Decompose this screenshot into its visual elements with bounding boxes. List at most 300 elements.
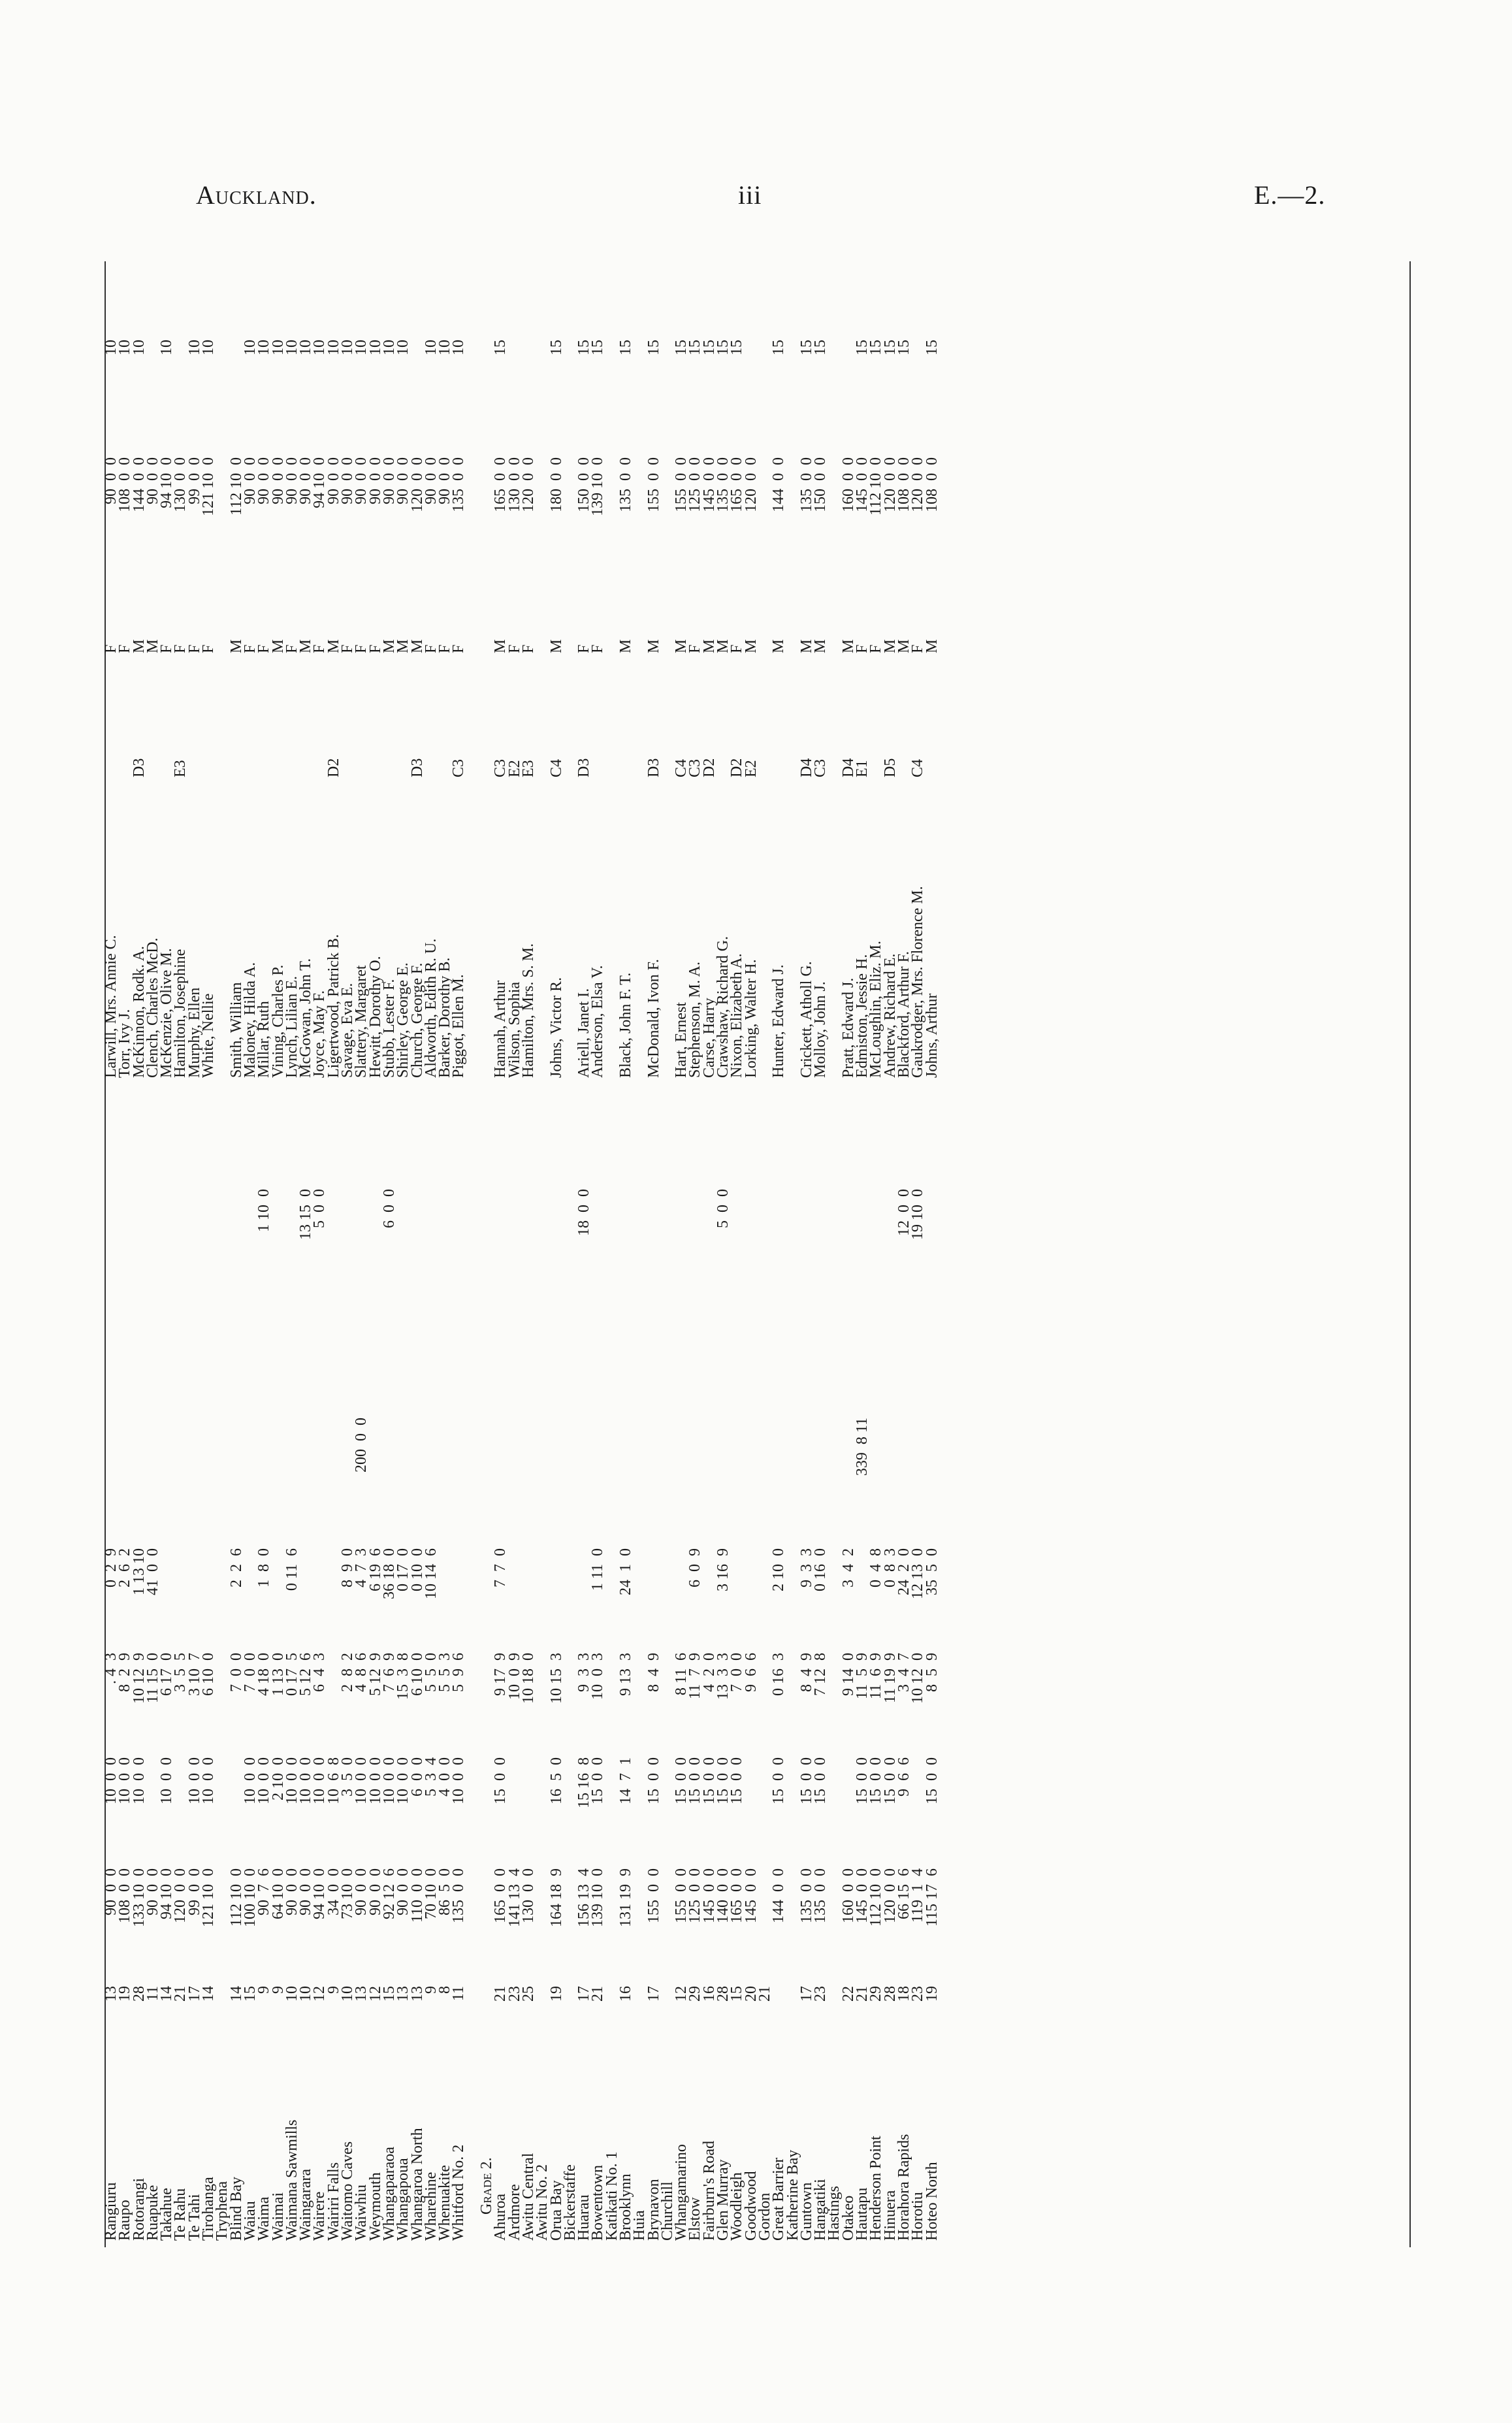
cell-school: Te Tahi bbox=[185, 2194, 203, 2241]
cell-sex: M bbox=[770, 639, 788, 653]
cell-c4 bbox=[508, 1548, 522, 1640]
cell-sex: M bbox=[325, 639, 342, 653]
cell-school: Wairiri Falls bbox=[325, 2162, 342, 2241]
cell-c1: 94 10 0 bbox=[158, 1868, 176, 1919]
cell-c4: 3 16 9 bbox=[715, 1548, 732, 1591]
cell-school: Tryphena bbox=[214, 2181, 231, 2241]
cell-c6 bbox=[842, 1189, 856, 1287]
cell-school: Waingarara bbox=[297, 2169, 315, 2241]
col-c4 bbox=[105, 1548, 939, 1640]
cell-c2: 15 0 0 bbox=[700, 1757, 718, 1804]
cell-cls bbox=[591, 738, 605, 777]
cell-school: Whenuakite bbox=[436, 2165, 454, 2241]
cell-c4 bbox=[174, 1548, 187, 1640]
cell-ex: 15 bbox=[575, 340, 593, 355]
cell-cls: C3 bbox=[812, 758, 829, 777]
cell-sex: F bbox=[255, 644, 273, 653]
cell-att: 21 bbox=[492, 1986, 509, 2002]
cell-sal: 150 0 0 bbox=[575, 457, 593, 512]
cell-c4 bbox=[299, 1548, 313, 1640]
cell-c1: 141 13 4 bbox=[506, 1868, 523, 1927]
cell-c5 bbox=[577, 1418, 591, 1522]
cell-att: 19 bbox=[116, 1986, 134, 2002]
cell-c6 bbox=[814, 1189, 828, 1287]
cell-teacher: McLoughlin, Eliz. M. bbox=[867, 941, 885, 1078]
cell-c5 bbox=[925, 1418, 939, 1522]
cell-c5 bbox=[550, 1418, 564, 1522]
cell-ex: 10 bbox=[241, 340, 259, 355]
cell-c2: 10 0 0 bbox=[255, 1757, 273, 1804]
cell-ex: 15 bbox=[547, 340, 565, 355]
cell-c2: 10 0 0 bbox=[394, 1757, 412, 1804]
cell-teacher: Slattery, Margaret bbox=[353, 965, 370, 1078]
cell-cls: E3 bbox=[519, 760, 537, 777]
cell-c4 bbox=[452, 1548, 466, 1640]
cell-cls: E2 bbox=[506, 760, 523, 777]
cell-teacher: Church, George F. bbox=[408, 962, 426, 1078]
cell-c2: 15 0 0 bbox=[673, 1757, 690, 1804]
cell-c5 bbox=[230, 1418, 244, 1522]
cell-c6 bbox=[118, 1189, 132, 1287]
group-gap bbox=[466, 340, 480, 379]
cell-school: Guntown bbox=[797, 2182, 815, 2241]
cell-c1: 121 10 0 bbox=[200, 1868, 217, 1927]
cell-c1: 90 0 0 bbox=[297, 1868, 315, 1915]
cell-c3: 4 18 0 bbox=[255, 1653, 273, 1696]
cell-att: 14 bbox=[158, 1986, 176, 2002]
cell-att: 23 bbox=[506, 1986, 523, 2002]
cell-cls: D2 bbox=[325, 758, 342, 777]
cell-c5 bbox=[828, 1418, 841, 1522]
cell-sal: 108 0 0 bbox=[895, 457, 912, 512]
col-extra bbox=[105, 340, 939, 379]
cell-sex: F bbox=[103, 644, 120, 653]
cell-school: Katherine Bay bbox=[784, 2149, 801, 2241]
cell-school: Ruapuke bbox=[144, 2185, 161, 2241]
cell-c6 bbox=[550, 1189, 564, 1287]
cell-c6 bbox=[341, 1189, 355, 1287]
cell-sex: M bbox=[492, 639, 509, 653]
cell-c1: 135 0 0 bbox=[450, 1868, 468, 1923]
cell-c2: 15 0 0 bbox=[854, 1757, 871, 1804]
cell-c3: 5 5 0 bbox=[422, 1653, 440, 1692]
group-gap bbox=[466, 804, 480, 1078]
cell-ex: 15 bbox=[645, 340, 662, 355]
cell-c1: 120 0 0 bbox=[172, 1868, 189, 1923]
cell-sex: M bbox=[144, 639, 161, 653]
cell-cls bbox=[605, 738, 619, 777]
cell-sex: M bbox=[130, 639, 148, 653]
cell-cls bbox=[202, 738, 216, 777]
cell-sal: 144 0 0 bbox=[770, 457, 788, 512]
cell-c1: 86 5 0 bbox=[436, 1868, 454, 1915]
cell-sex: F bbox=[909, 644, 927, 653]
cell-c6 bbox=[772, 1189, 786, 1287]
cell-c4: 2 2 6 bbox=[227, 1548, 245, 1587]
cell-c1: 34 0 0 bbox=[325, 1868, 342, 1915]
cell-cls bbox=[216, 738, 229, 777]
cell-c5 bbox=[522, 1418, 536, 1522]
cell-c3: 10 12 9 bbox=[130, 1653, 148, 1704]
cell-sal: 90 0 0 bbox=[103, 457, 120, 504]
cell-c6 bbox=[425, 1189, 438, 1287]
cell-school: Awitu Central bbox=[519, 2153, 537, 2241]
cell-c5 bbox=[605, 1418, 619, 1522]
cell-school: Whangaroa North bbox=[408, 2128, 426, 2241]
rotated-table bbox=[105, 261, 1411, 2247]
cell-ex: 10 bbox=[130, 340, 148, 355]
cell-c1: 120 0 0 bbox=[881, 1868, 899, 1923]
cell-c3: 5 9 6 bbox=[450, 1653, 468, 1692]
cell-c1: 160 0 0 bbox=[839, 1868, 857, 1923]
cell-teacher: Vining, Charles P. bbox=[269, 964, 287, 1078]
cell-att: 25 bbox=[519, 1986, 537, 2002]
cell-sal: 120 0 0 bbox=[519, 457, 537, 512]
cell-ex: 15 bbox=[700, 340, 718, 355]
cell-sal: 90 0 0 bbox=[339, 457, 357, 504]
cell-sal: 112 10 0 bbox=[867, 457, 885, 516]
cell-c4: 0 4 8 bbox=[867, 1548, 885, 1587]
col-class bbox=[105, 738, 939, 777]
cell-school: Glen Murray bbox=[715, 2159, 732, 2241]
cell-teacher: Joyce, May F. bbox=[311, 990, 329, 1078]
cell-c5 bbox=[272, 1418, 285, 1522]
cell-c5 bbox=[800, 1418, 814, 1522]
cell-att: 10 bbox=[339, 1986, 357, 2002]
cell-school: Hoteo North bbox=[923, 2162, 941, 2241]
cell-c1: 90 0 0 bbox=[353, 1868, 370, 1915]
cell-att: 13 bbox=[353, 1986, 370, 2002]
cell-sal: 155 0 0 bbox=[645, 457, 662, 512]
cell-c6 bbox=[869, 1189, 883, 1287]
group-heading-spacer bbox=[480, 1189, 494, 1287]
cell-c5 bbox=[675, 1418, 688, 1522]
cell-cls: D3 bbox=[645, 758, 662, 777]
cell-att: 12 bbox=[366, 1986, 384, 2002]
cell-ex: 10 bbox=[269, 340, 287, 355]
cell-c6 bbox=[355, 1189, 368, 1287]
col-attendance bbox=[105, 1986, 939, 2025]
cell-sal: 90 0 0 bbox=[436, 457, 454, 504]
cell-teacher: Nixon, Elizabeth A. bbox=[728, 953, 746, 1078]
group-gap bbox=[466, 1868, 480, 1966]
cell-ex: 15 bbox=[895, 340, 912, 355]
cell-c5 bbox=[202, 1418, 216, 1522]
cell-sal: 90 0 0 bbox=[353, 457, 370, 504]
cell-teacher: Torr, Ivy J. bbox=[116, 1009, 134, 1078]
cell-c1: 140 0 0 bbox=[715, 1868, 732, 1923]
cell-school: Te Rahu bbox=[172, 2188, 189, 2241]
cell-sal: 121 10 0 bbox=[200, 457, 217, 516]
cell-c3: 11 15 0 bbox=[144, 1653, 161, 1704]
cell-c1: 100 10 0 bbox=[241, 1868, 259, 1927]
cell-c4: 2 10 0 bbox=[770, 1548, 788, 1591]
cell-c1: 131 19 9 bbox=[617, 1868, 634, 1927]
cell-c4: 1 11 0 bbox=[589, 1548, 607, 1591]
cell-teacher: Hart, Ernest bbox=[673, 1002, 690, 1078]
cell-ex bbox=[522, 340, 536, 379]
cell-c5 bbox=[730, 1418, 744, 1522]
cell-att: 8 bbox=[436, 1986, 454, 1994]
cell-ex: 10 bbox=[450, 340, 468, 355]
cell-c5 bbox=[369, 1418, 383, 1522]
cell-ex: 15 bbox=[492, 340, 509, 355]
cell-school: Horahora Rapids bbox=[895, 2134, 912, 2241]
cell-att: 17 bbox=[185, 1986, 203, 2002]
cell-c1: 90 0 0 bbox=[103, 1868, 120, 1915]
cell-cls bbox=[257, 738, 271, 777]
cell-c6 bbox=[411, 1189, 425, 1287]
cell-c2: 15 0 0 bbox=[728, 1757, 746, 1804]
cell-school: Horotiu bbox=[909, 2192, 927, 2241]
cell-sal: 160 0 0 bbox=[839, 457, 857, 512]
cell-school: Brooklynn bbox=[617, 2173, 634, 2241]
cell-c5 bbox=[869, 1418, 883, 1522]
cell-sex: M bbox=[923, 639, 941, 653]
cell-c3: 11 19 9 bbox=[881, 1653, 899, 1704]
cell-c3: 9 3 3 bbox=[575, 1653, 593, 1692]
cell-cls bbox=[244, 738, 257, 777]
cell-att: 9 bbox=[255, 1986, 273, 1994]
cell-ex: 10 bbox=[325, 340, 342, 355]
cell-c3: 5 5 3 bbox=[436, 1653, 454, 1692]
cell-c6 bbox=[591, 1189, 605, 1287]
cell-c4: 1 13 10 bbox=[130, 1548, 148, 1595]
cell-sal: 130 0 0 bbox=[172, 457, 189, 512]
cell-ex: 10 bbox=[422, 340, 440, 355]
cell-ex: 15 bbox=[867, 340, 885, 355]
cell-school: Waimai bbox=[269, 2192, 287, 2241]
cell-c6 bbox=[174, 1189, 187, 1287]
cell-c1: 115 17 6 bbox=[923, 1868, 941, 1927]
cell-att: 17 bbox=[645, 1986, 662, 2002]
cell-c2: 10 0 0 bbox=[116, 1757, 134, 1804]
cell-cls bbox=[925, 738, 939, 777]
cell-c3: 7 0 0 bbox=[241, 1653, 259, 1692]
cell-c5 bbox=[536, 1418, 549, 1522]
cell-cls: D3 bbox=[575, 758, 593, 777]
cell-cls: E1 bbox=[854, 760, 871, 777]
cell-c5 bbox=[814, 1418, 828, 1522]
cell-att: 21 bbox=[172, 1986, 189, 2002]
col-teacher bbox=[105, 804, 939, 1078]
cell-c5 bbox=[160, 1418, 174, 1522]
cell-c6 bbox=[536, 1189, 549, 1287]
cell-cls bbox=[285, 738, 299, 777]
cell-sal: 90 0 0 bbox=[283, 457, 300, 504]
cell-c4: 7 7 0 bbox=[492, 1548, 509, 1587]
cell-ex: 15 bbox=[617, 340, 634, 355]
cell-teacher: Molloy, John J. bbox=[812, 981, 829, 1078]
cell-c1: 156 13 4 bbox=[575, 1868, 593, 1927]
cell-cls: C3 bbox=[686, 758, 704, 777]
cell-c1: 73 10 0 bbox=[339, 1868, 357, 1919]
cell-c2: 15 0 0 bbox=[867, 1757, 885, 1804]
cell-cls bbox=[383, 738, 396, 777]
cell-school: Wairere bbox=[311, 2191, 329, 2241]
cell-cls: C3 bbox=[450, 758, 468, 777]
cell-c1: 145 0 0 bbox=[742, 1868, 760, 1923]
cell-c4: 0 11 6 bbox=[283, 1548, 300, 1591]
cell-c1: 125 0 0 bbox=[686, 1868, 704, 1923]
cell-c3: 3 5 5 bbox=[172, 1653, 189, 1692]
cell-att: 11 bbox=[450, 1986, 468, 2002]
cell-c4 bbox=[536, 1548, 549, 1640]
cell-sal: 135 0 0 bbox=[797, 457, 815, 512]
cell-ex bbox=[216, 340, 229, 379]
cell-c6 bbox=[800, 1189, 814, 1287]
cell-c3: 11 6 9 bbox=[867, 1653, 885, 1700]
cell-cls: D2 bbox=[728, 758, 746, 777]
cell-c4: 24 1 0 bbox=[617, 1548, 634, 1595]
group-heading: Grade 2. bbox=[478, 2157, 496, 2215]
cell-c2: 4 0 0 bbox=[436, 1757, 454, 1797]
cell-c3: 10 18 0 bbox=[519, 1653, 537, 1704]
cell-c4: 2 6 2 bbox=[116, 1548, 134, 1587]
cell-c6 bbox=[133, 1189, 146, 1287]
cell-c2: 10 0 0 bbox=[200, 1757, 217, 1804]
cell-school: Gordon bbox=[756, 2192, 773, 2241]
cell-c5 bbox=[133, 1418, 146, 1522]
cell-c3: 15 3 8 bbox=[394, 1653, 412, 1700]
cell-att: 29 bbox=[867, 1986, 885, 2002]
cell-ex: 10 bbox=[255, 340, 273, 355]
cell-att: 19 bbox=[923, 1986, 941, 2002]
cell-c3: 13 3 3 bbox=[715, 1653, 732, 1700]
cell-c3: 4 8 6 bbox=[353, 1653, 370, 1692]
cell-att: 15 bbox=[380, 1986, 398, 2002]
cell-sal: 165 0 0 bbox=[728, 457, 746, 512]
cell-school: Hinuera bbox=[881, 2190, 899, 2241]
cell-c3: 8 11 6 bbox=[673, 1653, 690, 1696]
cell-teacher: Maloney, Hilda A. bbox=[241, 962, 259, 1078]
cell-cls bbox=[272, 738, 285, 777]
cell-c6 bbox=[856, 1189, 869, 1287]
cell-c5 bbox=[438, 1418, 452, 1522]
cell-cls: D4 bbox=[797, 758, 815, 777]
cell-c1: 66 15 6 bbox=[895, 1868, 912, 1919]
cell-att: 28 bbox=[881, 1986, 899, 2002]
cell-c3: 0 16 3 bbox=[770, 1653, 788, 1696]
cell-att: 23 bbox=[812, 1986, 829, 2002]
cell-teacher: Stephenson, M. A. bbox=[686, 961, 704, 1078]
cell-teacher: Shirley, George E. bbox=[394, 962, 412, 1078]
cell-c4: 0 17 0 bbox=[394, 1548, 412, 1591]
cell-c5 bbox=[188, 1418, 202, 1522]
cell-c5 bbox=[745, 1418, 758, 1522]
cell-att: 29 bbox=[686, 1986, 704, 2002]
cell-c2: 2 10 0 bbox=[269, 1757, 287, 1800]
cell-teacher: Stubb, Lester F. bbox=[380, 979, 398, 1078]
cell-c5 bbox=[884, 1418, 897, 1522]
cell-ex: 15 bbox=[686, 340, 704, 355]
cell-att: 9 bbox=[269, 1986, 287, 1994]
cell-school: Waitomo Caves bbox=[339, 2141, 357, 2241]
cell-c6 bbox=[202, 1189, 216, 1287]
cell-sex: M bbox=[617, 639, 634, 653]
cell-sal: 112 10 0 bbox=[227, 457, 245, 516]
cell-c4 bbox=[160, 1548, 174, 1640]
cell-c3: 9 14 0 bbox=[839, 1653, 857, 1696]
cell-teacher: Murphy, Ellen bbox=[185, 987, 203, 1078]
cell-sex: F bbox=[519, 644, 537, 653]
cell-ex: 10 bbox=[353, 340, 370, 355]
cell-sex: F bbox=[686, 644, 704, 653]
cell-c6 bbox=[786, 1189, 800, 1287]
cell-att: 21 bbox=[854, 1986, 871, 2002]
cell-c4: 35 5 0 bbox=[923, 1548, 941, 1595]
cell-sal: 108 0 0 bbox=[116, 457, 134, 512]
cell-c2: 10 0 0 bbox=[297, 1757, 315, 1804]
cell-c5 bbox=[758, 1418, 772, 1522]
cell-att: 20 bbox=[742, 1986, 760, 2002]
cell-c6 bbox=[160, 1189, 174, 1287]
cell-c1: 164 18 9 bbox=[547, 1868, 565, 1927]
cell-sex: M bbox=[812, 639, 829, 653]
cell-c2: 10 6 8 bbox=[325, 1757, 342, 1804]
group-gap bbox=[466, 627, 480, 653]
cell-sal: 180 0 0 bbox=[547, 457, 565, 512]
cell-cls bbox=[619, 738, 633, 777]
cell-school: Raupo bbox=[116, 2200, 134, 2241]
cell-school: Waima bbox=[255, 2196, 273, 2241]
cell-c3: . 4 3 bbox=[103, 1653, 120, 1684]
cell-c3: 6 17 0 bbox=[158, 1653, 176, 1696]
cell-att: 16 bbox=[700, 1986, 718, 2002]
cell-teacher: Larwill, Mrs. Annie C. bbox=[103, 935, 120, 1078]
cell-ex: 10 bbox=[366, 340, 384, 355]
cell-c2: 15 0 0 bbox=[812, 1757, 829, 1804]
cell-c6 bbox=[647, 1189, 661, 1287]
cell-c6 bbox=[452, 1189, 466, 1287]
cell-att: 16 bbox=[617, 1986, 634, 2002]
cell-c1: 145 0 0 bbox=[700, 1868, 718, 1923]
cell-c4: 8 9 0 bbox=[339, 1548, 357, 1587]
cell-c1: 90 7 6 bbox=[255, 1868, 273, 1915]
cell-c6 bbox=[745, 1189, 758, 1287]
cell-att: 9 bbox=[422, 1986, 440, 1994]
cell-c3: 9 6 6 bbox=[742, 1653, 760, 1692]
cell-school: Whitford No. 2 bbox=[450, 2144, 468, 2241]
cell-c2: 15 16 8 bbox=[575, 1757, 593, 1808]
cell-teacher: Blackford, Arthur F. bbox=[895, 951, 912, 1078]
cell-sal: 155 0 0 bbox=[673, 457, 690, 512]
header-right: E.—2. bbox=[1254, 180, 1326, 210]
cell-teacher: Andrew, Richard E. bbox=[881, 953, 899, 1078]
col-c5 bbox=[105, 1418, 939, 1522]
cell-school: Woodleigh bbox=[728, 2172, 746, 2241]
cell-c5 bbox=[772, 1418, 786, 1522]
cell-att: 10 bbox=[297, 1986, 315, 2002]
group-gap bbox=[466, 1189, 480, 1287]
cell-sex: F bbox=[339, 644, 357, 653]
table-rule-right bbox=[1409, 261, 1411, 2247]
cell-school: Orua Bay bbox=[547, 2180, 565, 2241]
cell-cls: C3 bbox=[492, 758, 509, 777]
cell-cls: C4 bbox=[547, 758, 565, 777]
cell-att: 15 bbox=[241, 1986, 259, 2002]
cell-c3: 7 0 0 bbox=[227, 1653, 245, 1692]
cell-c2 bbox=[216, 1757, 229, 1855]
cell-sal: 130 0 0 bbox=[506, 457, 523, 512]
cell-c5 bbox=[716, 1418, 730, 1522]
cell-c6 bbox=[688, 1189, 702, 1287]
cell-c6 bbox=[230, 1189, 244, 1287]
cell-c4: 0 16 0 bbox=[812, 1548, 829, 1591]
cell-c4 bbox=[313, 1548, 327, 1640]
group-gap bbox=[466, 1757, 480, 1855]
cell-school: Bickerstaffe bbox=[561, 2164, 579, 2241]
